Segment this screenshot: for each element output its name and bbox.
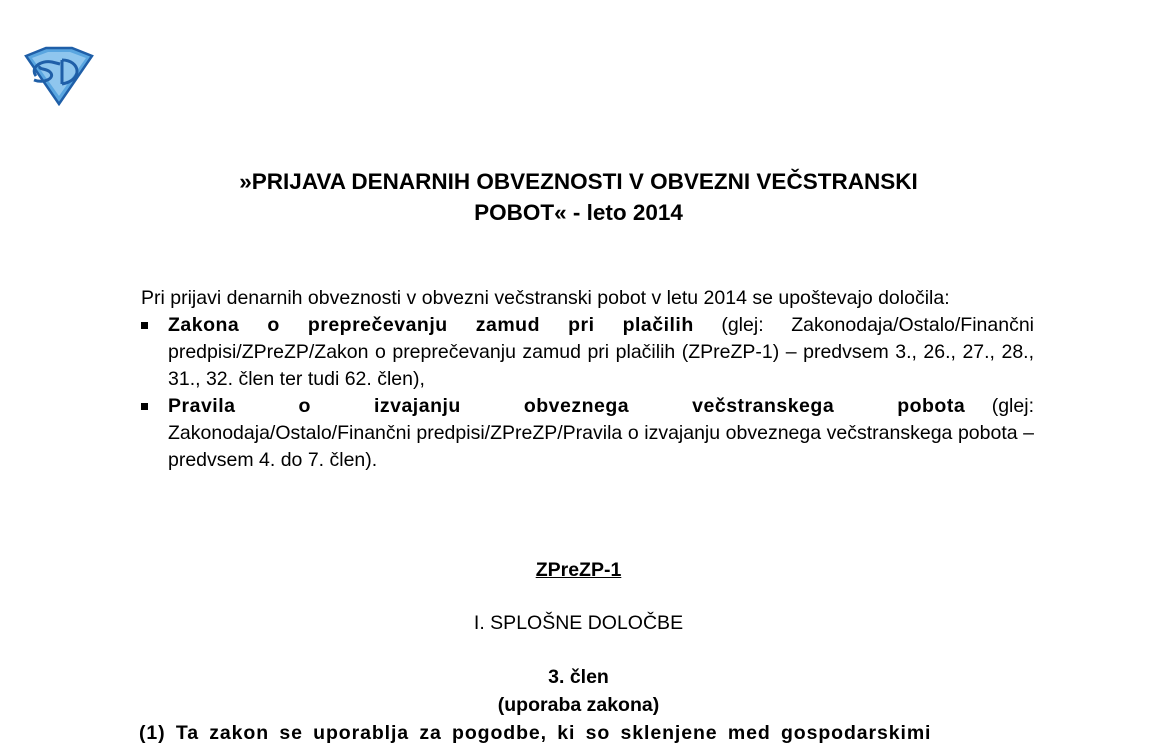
title-line-1: »PRIJAVA DENARNIH OBVEZNOSTI V OBVEZNI VEČSTRANSKI — [239, 169, 918, 194]
sd-logo-icon — [22, 46, 96, 106]
article-subtitle: (uporaba zakona) — [497, 694, 660, 716]
bullet-bold-text: Zakona o preprečevanju zamud pri plačilih — [168, 314, 694, 336]
document-title — [0, 166, 1157, 228]
square-bullet-icon — [141, 322, 148, 329]
title-line-2: POBOT« - leto 2014 — [474, 200, 683, 225]
bullet-rest-text: (glej: Zakonodaja/Ostalo/Finančni predpisi/ZPreZP/Zakon o preprečevanju zamud pri plačilih (ZPreZP-1) – predvsem 3., 26., 27., 28., 31., 32. člen ter tudi 62. člen), — [168, 314, 1035, 390]
logo-text: SD — [59, 79, 61, 80]
intro-text: Pri prijavi denarnih obveznosti v obvezni večstranski pobot v letu 2014 se upoštevajo določila: — [141, 287, 950, 309]
bullet-list — [141, 312, 1034, 474]
law-heading: ZPreZP-1 — [535, 559, 622, 581]
bullet-item-pravila — [141, 393, 1034, 474]
article-heading: 3. člen — [548, 666, 609, 688]
sd-logo-graphic — [22, 46, 96, 106]
square-bullet-icon — [141, 403, 148, 410]
paragraph-1: (1) Ta zakon se uporablja za pogodbe, ki so sklenjene med gospodarskimi — [139, 722, 932, 743]
bullet-rest-text: (glej: Zakonodaja/Ostalo/Finančni predpisi/ZPreZP/Pravila o izvajanju obveznega večstranskega pobota – predvsem 4. do 7. člen). — [168, 395, 1034, 471]
bullet-bold-text: Pravila o izvajanju obveznega večstranskega pobota — [168, 395, 966, 417]
section-heading: I. SPLOŠNE DOLOČBE — [473, 612, 684, 634]
bullet-item-zprezp — [141, 312, 1034, 393]
intro-block — [141, 285, 1034, 474]
